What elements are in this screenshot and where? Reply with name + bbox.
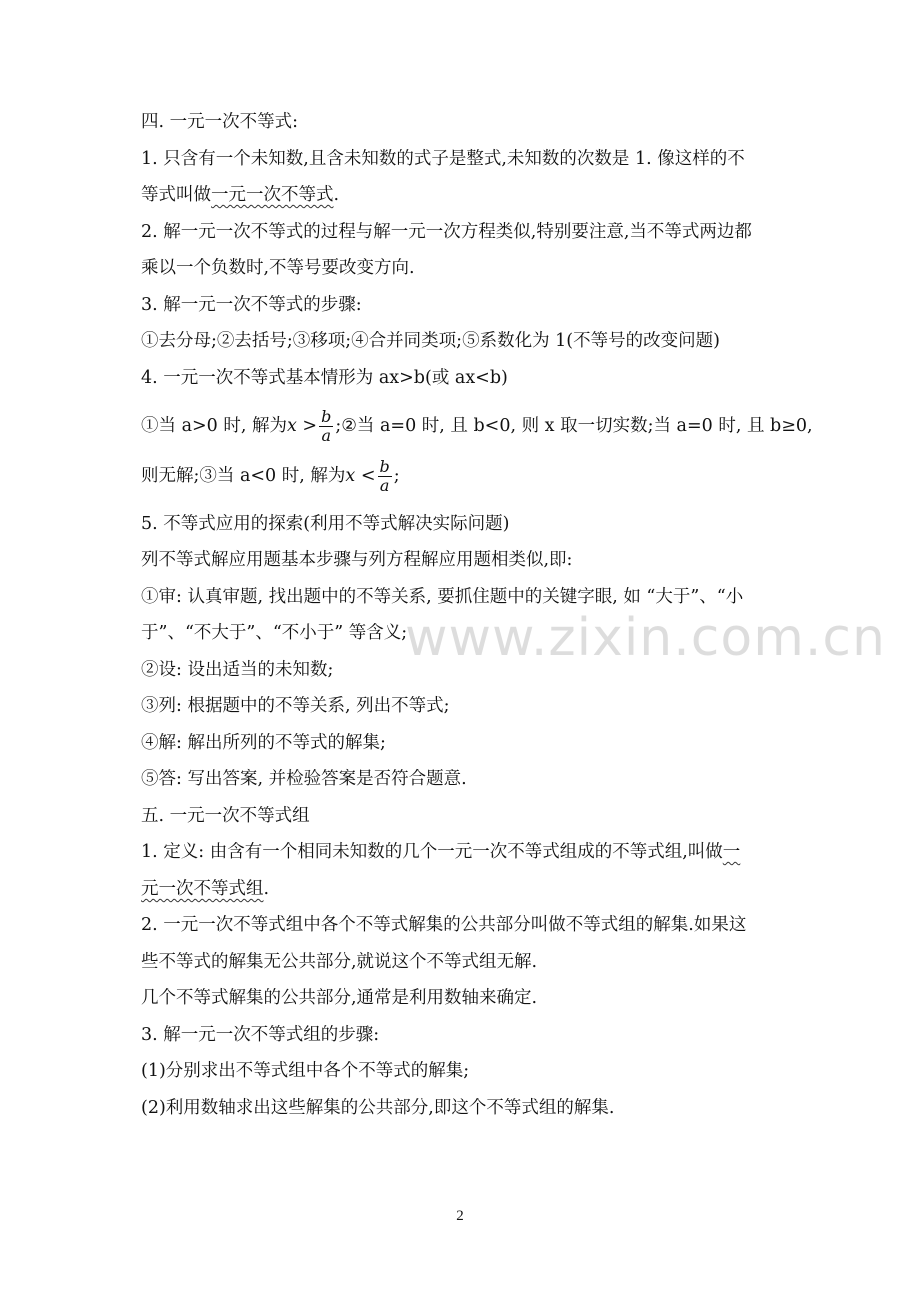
paragraph-line: 些不等式的解集无公共部分,就说这个不等式组无解.: [141, 952, 538, 972]
paragraph-line: 于”、“不大于”、“不小于” 等含义;: [141, 623, 408, 643]
text: 1. 定义: 由含有一个相同未知数的几个一元一次不等式组成的不等式组,叫做: [141, 842, 723, 862]
paragraph-line: (2)利用数轴求出这些解集的公共部分,即这个不等式组的解集.: [141, 1098, 615, 1118]
page-number: 2: [456, 1208, 464, 1224]
watermark-text: www.zixin.com.cn: [405, 608, 886, 668]
paragraph-line: 几个不等式解集的公共部分,通常是利用数轴来确定.: [141, 988, 538, 1008]
fraction-denominator: a: [379, 476, 390, 495]
text: ;②当 a=0 时, 且 b<0, 则 x 取一切实数;当 a=0 时, 且 b≥0,: [335, 416, 813, 436]
paragraph-line: [141, 842, 791, 862]
paragraph-line: 2. 解一元一次不等式的过程与解一元一次方程类似,特别要注意,当不等式两边都: [141, 222, 752, 242]
text: 则无解;③当 a<0 时, 解为: [141, 466, 346, 486]
paragraph-line: 2. 一元一次不等式组中各个不等式解集的公共部分叫做不等式组的解集.如果这: [141, 915, 747, 935]
paragraph-line: ④解: 解出所列的不等式的解集;: [141, 733, 386, 753]
text: ;: [393, 466, 400, 486]
fraction-b-over-a: [378, 458, 392, 495]
paragraph-line: [141, 879, 791, 899]
paragraph-line: 5. 不等式应用的探索(利用不等式解决实际问题): [141, 514, 510, 534]
text: ①当 a>0 时, 解为: [141, 416, 287, 436]
paragraph-line: 3. 解一元一次不等式组的步骤:: [141, 1025, 380, 1045]
text: 等式叫做: [141, 185, 211, 205]
fraction-numerator: b: [379, 457, 390, 476]
paragraph-line: ⑤答: 写出答案, 并检验答案是否符合题意.: [141, 769, 467, 789]
paragraph-line: 4. 一元一次不等式基本情形为 ax>b(或 ax<b): [141, 368, 508, 388]
term-underlined: 一: [722, 842, 741, 862]
term-underlined: 元一次不等式组: [141, 879, 264, 899]
section-4-heading: 四. 一元一次不等式:: [141, 112, 299, 132]
paragraph-line: 3. 解一元一次不等式的步骤:: [141, 295, 362, 315]
fraction-denominator: a: [321, 426, 331, 445]
math-relation: x <: [345, 466, 376, 486]
section-5-heading: 五. 一元一次不等式组: [141, 806, 310, 826]
paragraph-line: ①审: 认真审题, 找出题中的不等关系, 要抓住题中的关键字眼, 如 “大于”、“小: [141, 587, 744, 607]
paragraph-line: ①去分母;②去括号;③移项;④合并同类项;⑤系数化为 1(不等号的改变问题): [141, 331, 720, 351]
paragraph-line-formula: [141, 402, 813, 450]
fraction-b-over-a: [319, 408, 333, 445]
paragraph-line: 列不等式解应用题基本步骤与列方程解应用题相类似,即:: [141, 550, 573, 570]
text: .: [333, 185, 340, 205]
term-underlined: 一元一次不等式: [211, 185, 334, 205]
math-relation: x >: [286, 416, 318, 436]
fraction-numerator: b: [321, 407, 332, 426]
text: .: [263, 879, 270, 899]
paragraph-line: 1. 只含有一个未知数,且含未知数的式子是整式,未知数的次数是 1. 像这样的不: [141, 149, 745, 169]
paragraph-line-formula: [141, 452, 791, 500]
paragraph-line: ③列: 根据题中的不等关系, 列出不等式;: [141, 696, 450, 716]
paragraph-line: 乘以一个负数时,不等号要改变方向.: [141, 258, 415, 278]
paragraph-line: ②设: 设出适当的未知数;: [141, 660, 334, 680]
paragraph-line: [141, 185, 791, 205]
paragraph-line: (1)分别求出不等式组中各个不等式的解集;: [141, 1061, 470, 1081]
